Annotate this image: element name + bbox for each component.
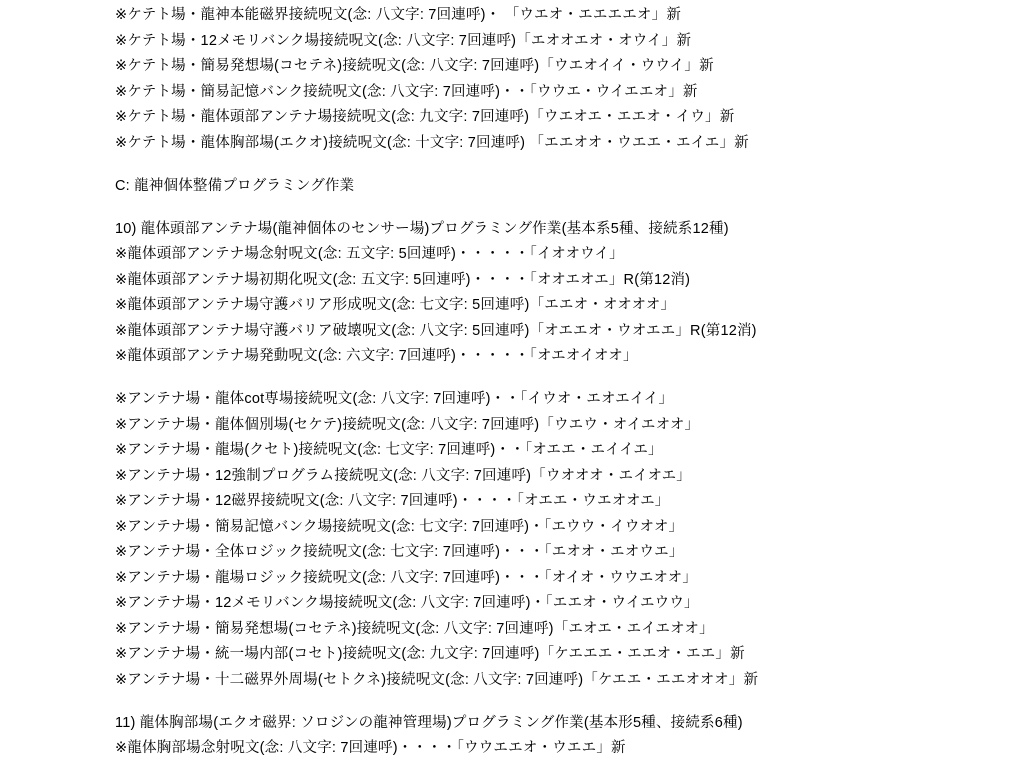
spell-line: ※ケテト場・12メモリバンク場接続呪文(念: 八文字: 7回連呼)「エオオエオ・オウイ」新 [115,32,692,49]
section-heading: C: 龍神個体整備プログラミング作業 [115,177,355,194]
spell-line: ※アンテナ場・12強制プログラム接続呪文(念: 八文字: 7回連呼)「ウオオオ・エイオエ」 [115,467,692,484]
spell-line: ※ケテト場・龍体頭部アンテナ場接続呪文(念: 九文字: 7回連呼)「ウエオエ・エエオ・イウ」新 [115,109,735,125]
spell-line: ※アンテナ場・簡易発想場(コセテネ)接続呪文(念: 八文字: 7回連呼)「エオエ・エイエオオ」 [115,620,714,637]
spell-line: ※ケテト場・簡易発想場(コセテネ)接続呪文(念: 八文字: 7回連呼)「ウエオイイ・ウウイ」新 [115,58,714,74]
spell-line: ※アンテナ場・十二磁界外周場(セトクネ)接続呪文(念: 八文字: 7回連呼)「ケエエ・エエオオオ」新 [115,671,759,688]
spell-line: ※アンテナ場・全体ロジック接続呪文(念: 七文字: 7回連呼)・・・「エオオ・エオウエ」 [115,544,684,560]
spell-line: ※アンテナ場・12メモリバンク場接続呪文(念: 八文字: 7回連呼)・「エエオ・ウイエウウ」 [115,595,699,611]
spell-line: ※ケテト場・龍神本能磁界接続呪文(念: 八文字: 7回連呼)・ 「ウエオ・エエエエオ」新 [115,7,682,23]
spell-line: ※龍体胸部場念射呪文(念: 八文字: 7回連呼)・・・・「ウウエエオ・ウエエ」新 [115,740,626,756]
section-c-heading [115,174,994,200]
section-antenna-field-connections [115,387,994,693]
section-heading: 11) 龍体胸部場(エクオ磁界: ソロジンの龍神管理場)プログラミング作業(基本形5種、接続系6種) [115,714,743,731]
section-11-chest-field [115,711,994,762]
spell-line: ※龍体頭部アンテナ場初期化呪文(念: 五文字: 5回連呼)・・・・「オオエオエ」R(第12消) [115,271,691,288]
spell-line: ※ケテト場・簡易記憶バンク接続呪文(念: 八文字: 7回連呼)・・「ウウエ・ウイエエオ」新 [115,83,698,100]
spell-line: ※アンテナ場・簡易記憶バンク場接続呪文(念: 七文字: 7回連呼)・「エウウ・イウオオ」 [115,518,684,535]
spell-line: ※龍体頭部アンテナ場守護バリア破壊呪文(念: 八文字: 5回連呼)「オエエオ・ウオエエ」R(第12消) [115,322,757,339]
spell-line: ※アンテナ場・12磁界接続呪文(念: 八文字: 7回連呼)・・・・「オエエ・ウエオオエ」 [115,493,670,509]
spell-line: ※アンテナ場・龍場(クセト)接続呪文(念: 七文字: 7回連呼)・・「オエエ・エイイエ」 [115,442,663,458]
spell-line: ※アンテナ場・龍体個別場(セケテ)接続呪文(念: 八文字: 7回連呼)「ウエウ・オイエオオ」 [115,416,700,433]
spell-line: ※アンテナ場・龍体cot専場接続呪文(念: 八文字: 7回連呼)・・「イウオ・エオエイイ」 [115,391,674,407]
spell-line: ※龍体頭部アンテナ場守護バリア形成呪文(念: 七文字: 5回連呼)「エエオ・オオオオ」 [115,297,676,313]
section-heading: 10) 龍体頭部アンテナ場(龍神個体のセンサー場)プログラミング作業(基本系5種、接続系12種) [115,220,729,237]
section-10-head-antenna-field [115,217,994,370]
spell-line: ※アンテナ場・龍場ロジック接続呪文(念: 八文字: 7回連呼)・・・「オイオ・ウウエオオ」 [115,569,698,586]
spell-line: ※龍体頭部アンテナ場発動呪文(念: 六文字: 7回連呼)・・・・・「オエオイオオ」 [115,348,638,364]
spell-line: ※アンテナ場・統一場内部(コセト)接続呪文(念: 九文字: 7回連呼)「ケエエエ・エエオ・エエ」新 [115,646,745,662]
spell-line: ※ケテト場・龍体胸部場(エクオ)接続呪文(念: 十文字: 7回連呼) 「エエオオ・ウエエ・エイエ」新 [115,134,749,151]
section-keteto-field-connections [115,3,994,156]
spell-line: ※龍体頭部アンテナ場念射呪文(念: 五文字: 5回連呼)・・・・・「イオオウイ」 [115,246,624,262]
